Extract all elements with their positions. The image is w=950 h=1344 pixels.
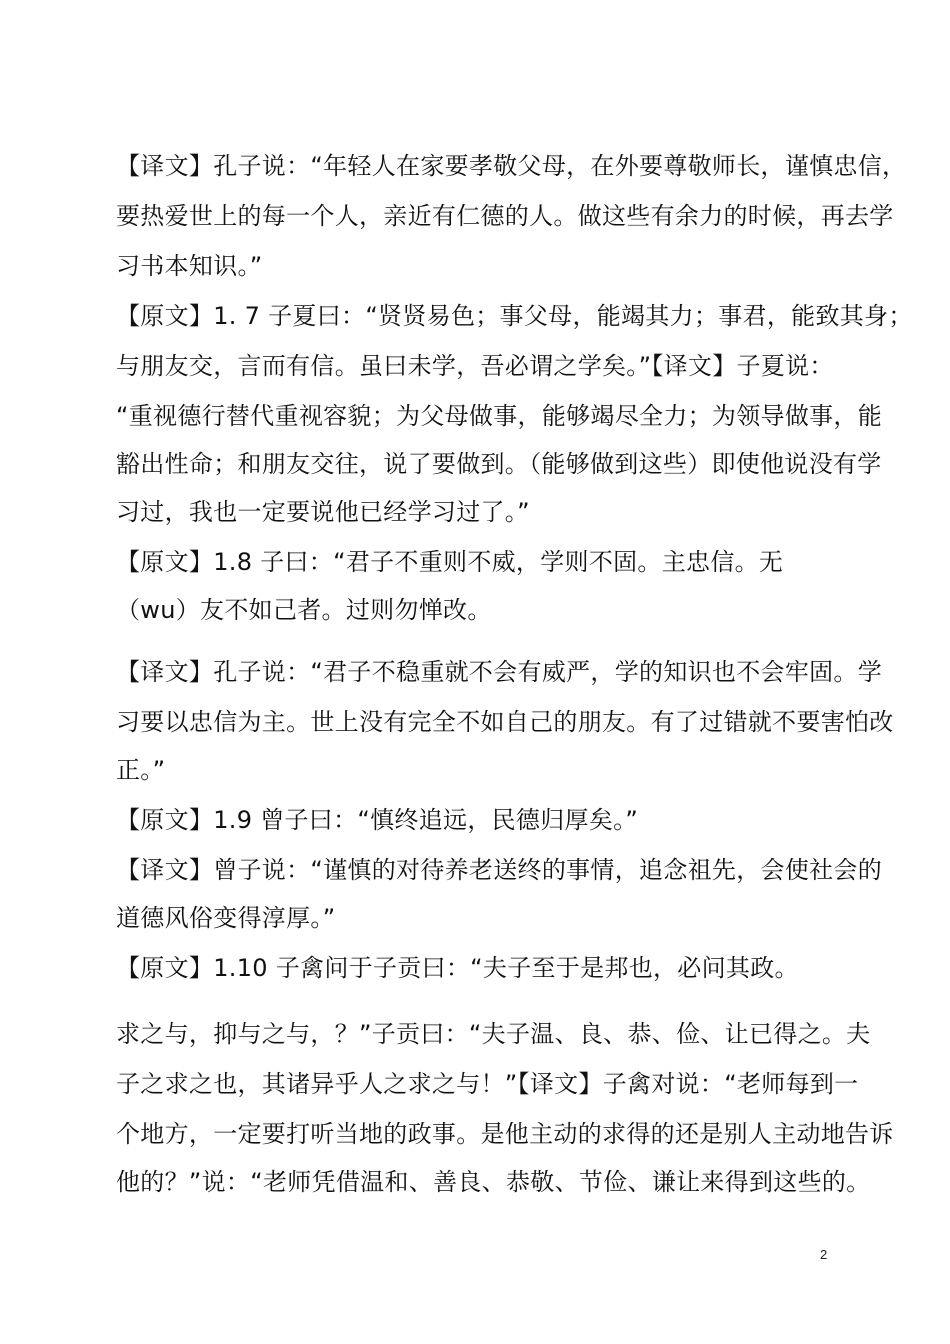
text-line: 个地方，一定要打听当地的政事。是他主动的求得的还是别人主动地告诉 [116,1120,894,1148]
text-line: （wu）友不如己者。过则勿惮改。 [116,596,492,624]
text-line: 正。” [116,756,166,784]
text-line: 与朋友交，言而有信。虽曰未学，吾必谓之学矣。”【译文】子夏说： [116,352,834,380]
text-line: 【原文】1.8 子曰：“君子不重则不威，学则不固。主忠信。无 [116,548,784,576]
text-line: 【译文】孔子说：“年轻人在家要孝敬父母，在外要尊敬师长，谨慎忠信， [116,152,907,180]
text-line: 【原文】1. 7 子夏曰：“贤贤易色；事父母，能竭其力；事君，能致其身； [116,302,913,330]
text-line: 习过，我也一定要说他已经学习过了。” [116,498,530,526]
text-line: 他的？”说：“老师凭借温和、善良、恭敬、节俭、谦让来得到这些的。 [116,1168,871,1196]
text-line: 【原文】1.10 子禽问于子贡曰：“夫子至于是邦也，必问其政。 [116,954,799,982]
page-number: 2 [820,1247,828,1262]
text-line: 要热爱世上的每一个人，亲近有仁德的人。做这些有余力的时候，再去学 [116,202,894,230]
text-line: 【译文】曾子说：“谨慎的对待养老送终的事情，追念祖先，会使社会的 [116,856,883,884]
text-line: 子之求之也，其诸异乎人之求之与！”【译文】子禽对说：“老师每到一 [116,1070,859,1098]
text-line: 习要以忠信为主。世上没有完全不如自己的朋友。有了过错就不要害怕改 [116,708,894,736]
text-line: 【译文】孔子说：“君子不稳重就不会有威严，学的知识也不会牢固。学 [116,658,883,686]
text-line: 习书本知识。” [116,252,263,280]
text-line: 【原文】1.9 曾子曰：“慎终追远，民德归厚矣。” [116,806,639,834]
text-line: “重视德行替代重视容貌；为父母做事，能够竭尽全力；为领导做事，能 [116,402,883,430]
text-line: 豁出性命；和朋友交往，说了要做到。（能够做到这些）即使他说没有学 [116,450,882,478]
text-line: 求之与，抑与之与，？”子贡曰：“夫子温、良、恭、俭、让已得之。夫 [116,1020,871,1048]
text-line: 道德风俗变得淳厚。” [116,904,336,932]
